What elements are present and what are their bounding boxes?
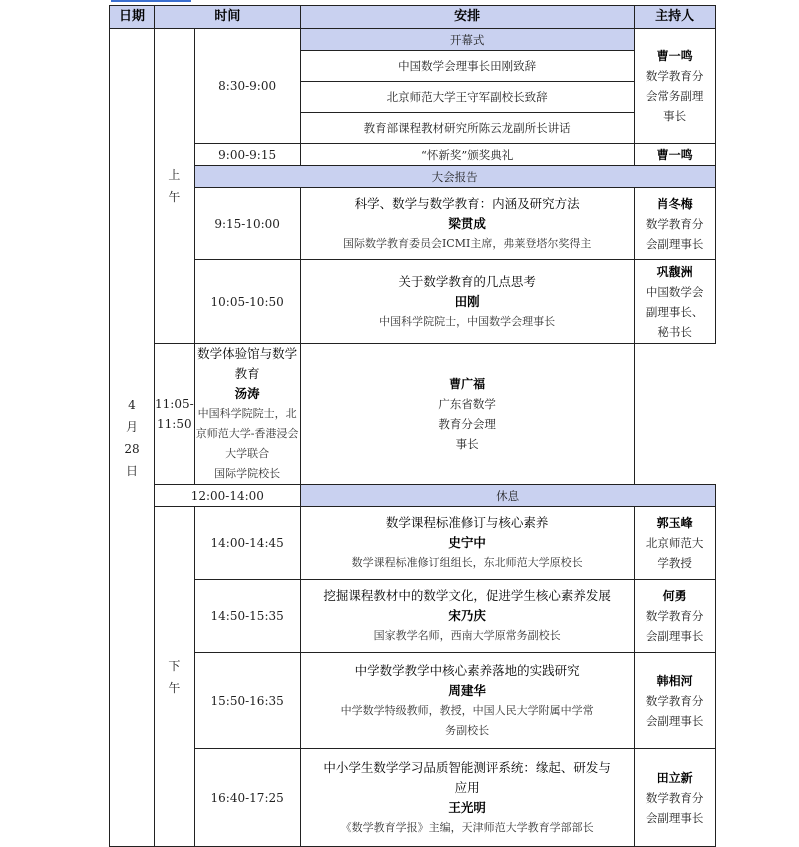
- time-cell: 8:30-9:00: [194, 29, 300, 144]
- talk-title: 科学、数学与数学教育：内涵及研究方法: [354, 195, 580, 211]
- host-cell: 曹一鸣 数学教育分 会常务副理 事长: [634, 29, 715, 144]
- plenary-label: 大会报告: [194, 166, 715, 188]
- speaker-name: 王光明: [448, 799, 486, 815]
- header-schedule: 安排: [300, 6, 634, 29]
- talk-row: [110, 188, 716, 260]
- header-row: [110, 6, 716, 29]
- period-afternoon: 下 午: [155, 507, 195, 847]
- break-row: [110, 485, 716, 507]
- host-name: 曹一鸣: [634, 144, 715, 166]
- speaker-desc: 数学课程标准修订组组长，东北师范大学原校长: [351, 556, 583, 569]
- opening-item: 中国数学会理事长田刚致辞: [300, 51, 634, 82]
- talk-row: [110, 580, 716, 653]
- host-cell: 何勇 数学教育分 会副理事长: [634, 580, 715, 653]
- speaker-name: 田刚: [454, 293, 480, 309]
- talk-title: 数学课程标准修订与核心素养: [385, 515, 549, 530]
- speaker-desc: 中国科学院院士，中国数学会理事长: [379, 314, 556, 328]
- time-cell: 15:50-16:35: [194, 653, 300, 749]
- host-cell: 田立新 数学教育分 会副理事长: [634, 749, 715, 847]
- talk-title: 关于数学教育的几点思考: [398, 273, 536, 289]
- award-row: [110, 144, 716, 166]
- break-time: 12:00-14:00: [155, 485, 301, 507]
- speaker-desc: 中学数学特级教师，教授，中国人民大学附属中学常: [340, 703, 594, 717]
- talk-row: [110, 507, 716, 580]
- talk-title: 数学体验馆与数学教育: [197, 346, 298, 381]
- opening-item: 北京师范大学王守军副校长致辞: [300, 82, 634, 113]
- speaker-desc: 《数学教育学报》主编，天津师范大学教育学部部长: [340, 820, 594, 834]
- time-cell: 11:05-11:50: [155, 344, 195, 485]
- header-time: 时间: [155, 6, 301, 29]
- talk-cell: [300, 260, 634, 344]
- time-cell: 14:00-14:45: [194, 507, 300, 580]
- talk-row: [110, 749, 716, 847]
- opening-item: 教育部课程教材研究所陈云龙副所长讲话: [300, 113, 634, 144]
- schedule-table: [109, 5, 716, 847]
- host-cell: 郭玉峰 北京师范大 学教授: [634, 507, 715, 580]
- plenary-row: [110, 166, 716, 188]
- talk-cell: [194, 344, 300, 485]
- talk-cell: [300, 580, 634, 653]
- time-cell: 9:15-10:00: [194, 188, 300, 260]
- speaker-name: 周建华: [448, 682, 486, 698]
- speaker-desc: 务副校长: [445, 723, 490, 737]
- talk-title-cont: 应用: [454, 779, 480, 795]
- host-cell: 韩相河 数学教育分 会副理事长: [634, 653, 715, 749]
- talk-row: [110, 260, 716, 344]
- opening-label-row: [110, 29, 716, 51]
- talk-cell: [300, 749, 634, 847]
- date-cell: 4 月 28 日: [110, 29, 155, 847]
- talk-title: 中学数学教学中核心素养落地的实践研究: [354, 662, 580, 678]
- award-label: “怀新奖”颁奖典礼: [300, 144, 634, 166]
- header-host: 主持人: [634, 6, 715, 29]
- speaker-desc: 中国科学院院士，北京师范大学-香港浸会大学联合: [195, 407, 299, 460]
- time-cell: 16:40-17:25: [194, 749, 300, 847]
- time-cell: 10:05-10:50: [194, 260, 300, 344]
- talk-row: [110, 653, 716, 749]
- opening-label: 开幕式: [300, 29, 634, 51]
- header-date: 日期: [110, 6, 155, 29]
- host-cell: 肖冬梅 数学教育分 会副理事长: [634, 188, 715, 260]
- talk-cell: [300, 507, 634, 580]
- speaker-desc: 国际学院校长: [214, 467, 281, 480]
- speaker-desc: 国家教学名师，西南大学原常务副校长: [373, 629, 561, 642]
- talk-cell: [300, 653, 634, 749]
- talk-title: 中小学生数学学习品质智能测评系统：缘起、研发与: [323, 759, 611, 775]
- talk-cell: [300, 188, 634, 260]
- speaker-name: 汤涛: [234, 386, 260, 401]
- talk-row: [110, 344, 716, 485]
- talk-title: 挖掘课程教材中的数学文化，促进学生核心素养发展: [323, 588, 611, 603]
- time-cell: 9:00-9:15: [194, 144, 300, 166]
- time-cell: 14:50-15:35: [194, 580, 300, 653]
- speaker-name: 梁贯成: [448, 215, 486, 231]
- speaker-desc: 国际数学教育委员会ICMI主席，弗莱登塔尔奖得主: [342, 236, 592, 250]
- period-morning: 上 午: [155, 29, 195, 344]
- host-cell: 曹广福 广东省数学 教育分会理 事长: [300, 344, 634, 485]
- speaker-name: 宋乃庆: [448, 608, 486, 623]
- speaker-name: 史宁中: [448, 535, 486, 550]
- top-accent-line: [111, 0, 191, 2]
- break-label: 休息: [300, 485, 715, 507]
- host-cell: 巩馥洲 中国数学会 副理事长、 秘书长: [634, 260, 715, 344]
